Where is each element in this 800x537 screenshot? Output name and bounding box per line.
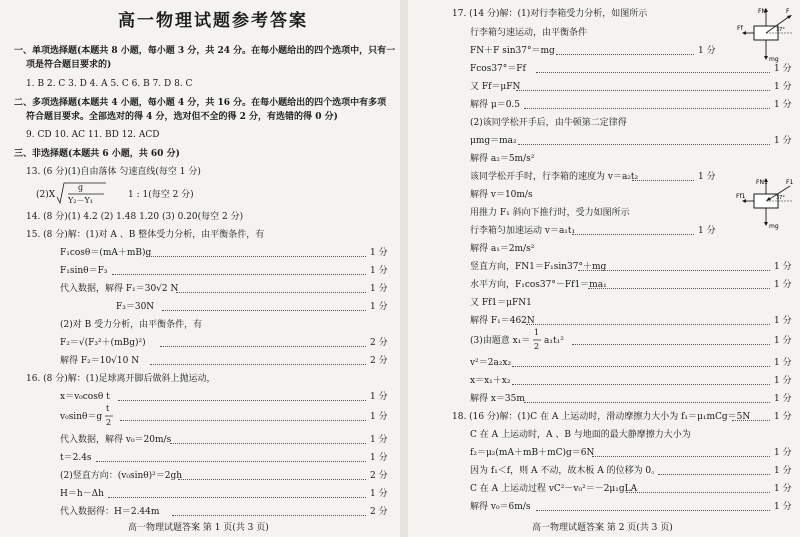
q15-intro: 15. (8 分)解：(1)对 A 、B 整体受力分析，由平衡条件，有 <box>26 230 265 240</box>
q17-eq1-points: 1 分 <box>698 46 716 56</box>
fig2-label-mg: mg <box>769 223 779 230</box>
section2-answers: 9. CD 10. AC 11. BD 12. ACD <box>26 130 160 140</box>
q18-eq2-points: 1 分 <box>774 466 792 476</box>
q17-eq4-points: 1 分 <box>774 100 792 110</box>
q17-eq2-points: 1 分 <box>774 64 792 74</box>
q16-eq7: 代入数据得：H＝2.44m <box>60 507 160 517</box>
q17-frac-den: 2 <box>534 342 540 351</box>
q17-eq3: 又 Ff＝μFN <box>470 82 521 92</box>
q15-eq3: 代入数据，解得 F₁＝30√2 N <box>60 284 179 294</box>
q17-eq5: μmg＝ma₂ <box>470 136 517 146</box>
q17-eq2: Fcos37°＝Ff <box>470 64 526 74</box>
section3-heading: 三、非选择题(本题共 6 小题，共 60 分) <box>14 149 180 159</box>
q16-eq2-points: 1 分 <box>370 412 388 422</box>
q13-part2-ratio: 1 : 1(每空 2 分) <box>128 190 194 200</box>
q18-part1-text: C 在 A 上运动时，A 、B 与地面的最大静摩擦力大小为 <box>470 430 691 440</box>
q17-frac-num: 1 <box>534 328 540 337</box>
q16-eq2: v₀sinθ＝g <box>60 412 103 422</box>
q18-eq3: C 在 A 上运动过程 vC²－v₀²＝－2μ₁gLA <box>470 484 638 494</box>
q17-eq16: v²＝2a₂x₂ <box>470 358 512 368</box>
q16-eq6: H＝h－Δh <box>60 489 104 499</box>
page-footer: 高一物理试题答案 第 1 页(共 3 页) <box>128 523 269 533</box>
q17-eq8: 解得 v＝10m/s <box>470 190 533 200</box>
q13-frac-den: Y₂－Y₁ <box>68 196 93 205</box>
q16-eq1-points: 1 分 <box>370 392 388 402</box>
q15-eq6: 解得 F₂＝10√10 N <box>60 356 140 366</box>
q17-eq14-points: 1 分 <box>774 316 792 326</box>
q16-eq5: (2)竖直方向：(v₀sinθ)²＝2gh <box>60 471 183 481</box>
q17-eq15-tail: a₁t₁² <box>544 336 564 346</box>
q17-eq9-points: 1 分 <box>698 226 716 236</box>
q15-eq5: F₂＝√(F₃²＋(mBg)²) <box>60 338 146 348</box>
q17-eq14: 解得 F₁＝462N <box>470 316 535 326</box>
q17-eq17: x＝x₁＋x₂ <box>470 376 511 386</box>
q15-eq1: F₁cosθ＝(mA＋mB)g <box>60 248 152 258</box>
q17-eq18: 解得 x＝35m <box>470 394 525 404</box>
section1-heading-line1: 一、单项选择题(本题共 8 小题，每小题 3 分，共 24 分。在每小题给出的四个选项中，只有一 <box>14 46 396 56</box>
q17-eq4: 解得 μ＝0.5 <box>470 100 521 110</box>
q16-eq6-points: 1 分 <box>370 489 388 499</box>
q16-eq4-points: 1 分 <box>370 453 388 463</box>
q17-eq12: 水平方向，F₁cos37°－Ff1＝ma₁ <box>470 280 607 290</box>
q15-eq1-points: 1 分 <box>370 248 388 258</box>
q17-eq15-points: 1 分 <box>774 336 792 346</box>
force-diagram-2 <box>736 176 798 232</box>
fig2-label-ff: Ff1 <box>736 193 746 200</box>
q13-frac-num: g <box>78 183 84 192</box>
q18-eq2: 因为 f₁＜f，则 A 不动，故木板 A 的位移为 0。 <box>470 466 661 476</box>
q18-eq1-points: 1 分 <box>774 448 792 458</box>
q17-eq3-points: 1 分 <box>774 82 792 92</box>
q16-eq5-points: 2 分 <box>370 471 388 481</box>
fig1-label-ff: Ff <box>737 25 743 32</box>
q17-eq7-points: 1 分 <box>698 172 716 182</box>
q16-eq4: t＝2.4s <box>60 453 92 463</box>
q18-eq4: 解得 v₀＝6m/s <box>470 502 531 512</box>
q18-eq4-points: 1 分 <box>774 502 792 512</box>
fig2-label-angle: 37° <box>776 195 785 201</box>
fig1-label-f: F <box>786 8 790 15</box>
q17-eq16-points: 1 分 <box>774 358 792 368</box>
section1-answers: 1. B 2. C 3. D 4. A 5. C 6. B 7. D 8. C <box>26 79 193 89</box>
q17-eq10: 解得 a₁＝2m/s² <box>470 244 535 254</box>
q16-eq1: x＝v₀cosθ t <box>60 392 110 402</box>
q17-eq5-points: 1 分 <box>774 136 792 146</box>
q17-eq11: 竖直方向，FN1＝F₁sin37°＋mg <box>470 262 607 272</box>
fig1-label-mg: mg <box>769 56 779 63</box>
q16-frac-num: t <box>106 404 110 413</box>
answer-page-2 <box>408 0 800 537</box>
q15-eq3-points: 1 分 <box>370 284 388 294</box>
q17-eq9: 行李箱匀加速运动 v＝a₁t₁ <box>470 226 576 236</box>
q16-eq3: 代入数据，解得 v₀＝20m/s <box>60 435 172 445</box>
fig1-label-angle: 37° <box>776 27 785 33</box>
q18-eq3-points: 1 分 <box>774 484 792 494</box>
fig2-label-fn: FN1 <box>756 179 768 186</box>
q18-intro-points: 1 分 <box>774 412 792 422</box>
q17-eq18-points: 1 分 <box>774 394 792 404</box>
fig2-label-f: F1 <box>786 179 794 186</box>
q16-frac-den: 2 <box>106 418 112 427</box>
q17-eq13: 又 Ff1＝μFN1 <box>470 298 532 308</box>
q15-eq2: F₁sinθ＝F₃ <box>60 266 108 276</box>
q15-eq4: F₃＝30N <box>116 302 155 312</box>
q16-eq7-points: 2 分 <box>370 507 388 517</box>
q17-eq11-points: 1 分 <box>774 262 792 272</box>
q15-part2: (2)对 B 受力分析，由平衡条件，有 <box>60 320 203 330</box>
q18-intro: 18. (16 分)解：(1)C 在 A 上运动时，滑动摩擦力大小为 f₁＝μ₁mCg＝5N <box>452 412 751 422</box>
q13-part1: 13. (6 分)(1)自由落体 匀速直线(每空 1 分) <box>26 167 201 177</box>
q15-eq2-points: 1 分 <box>370 266 388 276</box>
q17-intro: 17. (14 分)解：(1)对行李箱受力分析，如图所示 <box>452 9 648 19</box>
section2-heading-line1: 二、多项选择题(本题共 4 小题，每小题 4 分，共 16 分。在每小题给出的四个选项中有多项 <box>14 98 387 108</box>
q17-part1-text: 行李箱匀速运动，由平衡条件 <box>470 28 588 38</box>
q16-intro: 16. (8 分)解：(1)足球离开脚后做斜上抛运动， <box>26 374 216 384</box>
fig1-label-fn: FN <box>758 8 766 15</box>
q17-part2b-text: 用推力 F₁ 斜向下推行时，受力如图所示 <box>470 208 630 218</box>
page-title: 高一物理试题参考答案 <box>118 11 308 31</box>
q17-eq7: 该同学松开手时，行李箱的速度为 v＝a₂t₂ <box>470 172 639 182</box>
q18-eq1: f₂＝μ₂(mA＋mB＋mC)g＝6N <box>470 448 595 458</box>
q17-eq6: 解得 a₂＝5m/s² <box>470 154 535 164</box>
q17-eq17-points: 1 分 <box>774 376 792 386</box>
q15-eq5-points: 2 分 <box>370 338 388 348</box>
section2-heading-line2: 符合题目要求。全部选对的得 4 分，选对但不全的得 2 分，有选错的得 0 分) <box>26 112 338 122</box>
section1-heading-line2: 项是符合题目要求的) <box>26 60 112 70</box>
q14-answer: 14. (8 分)(1) 4.2 (2) 1.48 1.20 (3) 0.20(每空 2 分) <box>26 212 244 222</box>
q17-part2-text: (2)该同学松开手后，由牛顿第二定律得 <box>470 118 627 128</box>
page-gutter <box>400 0 408 537</box>
q17-eq1: FN＋F sin37°＝mg <box>470 46 555 56</box>
q17-eq12-points: 1 分 <box>774 280 792 290</box>
q17-eq15: (3)由题意 x₁＝ <box>470 336 531 346</box>
q15-eq6-points: 2 分 <box>370 356 388 366</box>
q16-eq3-points: 1 分 <box>370 435 388 445</box>
q13-part2-prefix: (2)X <box>36 190 56 200</box>
page-footer: 高一物理试题答案 第 2 页(共 3 页) <box>532 523 673 533</box>
q15-eq4-points: 1 分 <box>370 302 388 312</box>
force-diagram-1 <box>736 4 798 66</box>
